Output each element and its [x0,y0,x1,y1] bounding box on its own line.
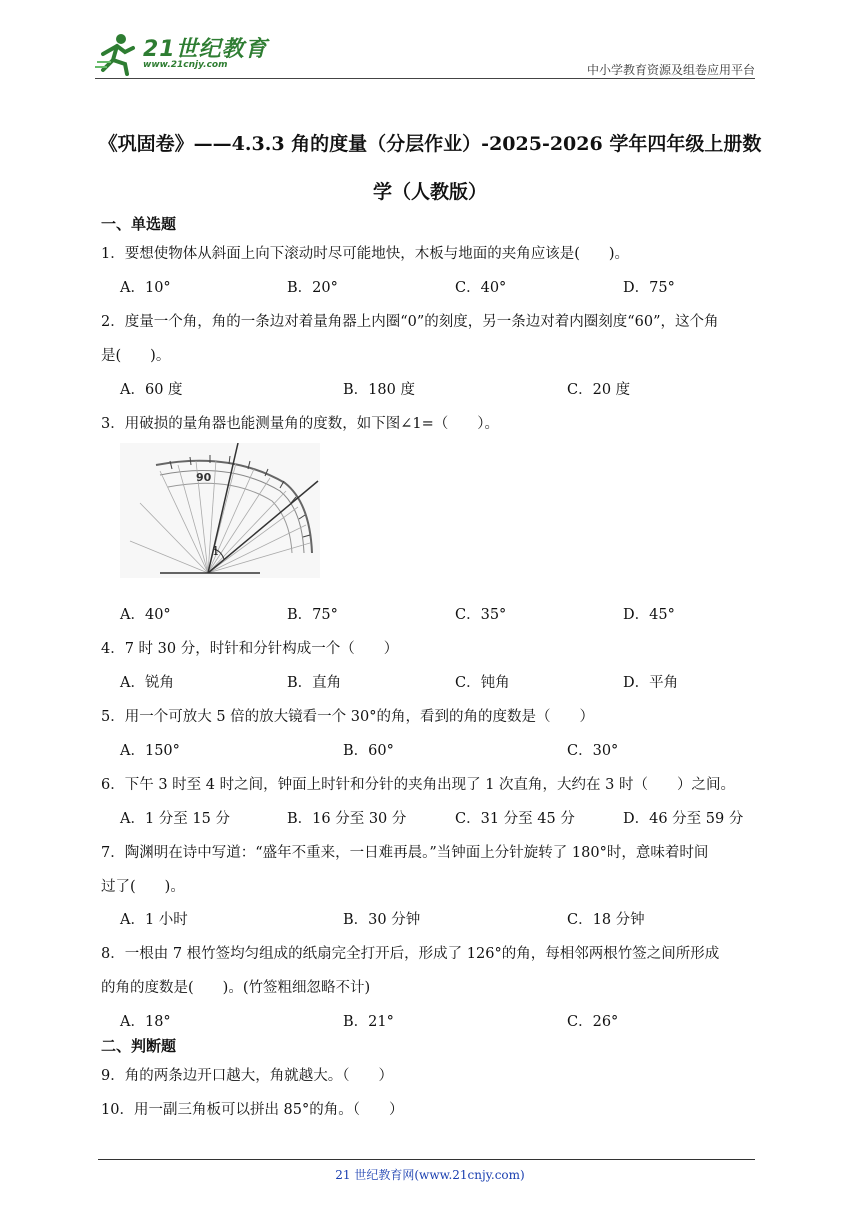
q8-option-c: C．26° [567,1014,619,1030]
q3-option-d: D．45° [623,607,675,623]
question-1: 1．要想使物体从斜面上向下滚动时尽可能地快，木板与地面的夹角应该是( )。 [101,246,630,262]
q3-option-a: A．40° [120,607,171,623]
q1-option-a: A．10° [120,280,171,296]
q3-option-c: C．35° [455,607,507,623]
q4-option-c: C．钝角 [455,675,510,691]
logo-url: www.21cnjy.com [143,60,228,70]
logo-text: 21世纪教育 [143,37,268,62]
question-6: 6．下午 3 时至 4 时之间，钟面上时针和分针的夹角出现了 1 次直角，大约在 3 时（ ）之间。 [101,777,735,793]
title-line-2: 学（人教版） [372,181,487,203]
q5-option-b: B．60° [343,743,394,759]
section-judgment: 二、判断题 [101,1037,177,1055]
q6-option-c: C．31 分至 45 分 [455,811,575,827]
q8-option-b: B．21° [343,1014,394,1030]
q7-option-a: A．1 小时 [120,912,188,928]
page-title [95,120,765,216]
footer-divider [98,1159,755,1160]
q1-option-d: D．75° [623,280,675,296]
q5-option-c: C．30° [567,743,619,759]
q2-option-a: A．60 度 [120,382,183,398]
q1-option-b: B．20° [287,280,338,296]
q6-option-a: A．1 分至 15 分 [120,811,230,827]
question-2-line-1: 2．度量一个角，角的一条边对着量角器上内圈“0”的刻度，另一条边对着内圈刻度“60”，这个角 [101,314,719,330]
q7-option-c: C．18 分钟 [567,912,645,928]
runner-logo-icon [95,30,141,76]
q3-option-b: B．75° [287,607,338,623]
q4-option-d: D．平角 [623,675,679,691]
q1-option-c: C．40° [455,280,507,296]
protractor-90-label: 90 [196,471,212,484]
broken-protractor-figure [120,443,320,578]
q6-option-d: D．46 分至 59 分 [623,811,744,827]
header-platform-text: 中小学教育资源及组卷应用平台 [586,63,755,77]
page-header [95,30,755,79]
question-3: 3．用破损的量角器也能测量角的度数，如下图∠1=（ ）。 [101,416,499,432]
q2-option-c: C．20 度 [567,382,631,398]
question-2-line-2: 是( )。 [101,348,171,364]
question-8-line-2: 的角的度数是( )。(竹签粗细忽略不计) [101,980,371,996]
site-logo[interactable] [95,30,295,76]
q5-option-a: A．150° [120,743,180,759]
question-7-line-1: 7．陶渊明在诗中写道：“盛年不重来，一日难再晨。”当钟面上分针旋转了 180°时，意味着时间 [101,845,709,861]
question-5: 5．用一个可放大 5 倍的放大镜看一个 30°的角，看到的角的度数是（ ） [101,709,594,725]
question-4: 4．7 时 30 分，时针和分针构成一个（ ） [101,641,399,657]
question-8-line-1: 8．一根由 7 根竹签均匀组成的纸扇完全打开后，形成了 126°的角，每相邻两根竹签之间所形成 [101,946,720,962]
question-10: 10．用一副三角板可以拼出 85°的角。（ ） [101,1102,404,1118]
q6-option-b: B．16 分至 30 分 [287,811,407,827]
section-single-choice: 一、单选题 [101,215,177,233]
title-line-1: 《巩固卷》——4.3.3 角的度量（分层作业）-2025-2026 学年四年级上册数 [98,133,762,155]
q4-option-a: A．锐角 [120,675,174,691]
q4-option-b: B．直角 [287,675,342,691]
question-9: 9．角的两条边开口越大，角就越大。（ ） [101,1068,393,1084]
q8-option-a: A．18° [120,1014,171,1030]
q2-option-b: B．180 度 [343,382,415,398]
angle-1-label: 1 [212,544,220,558]
footer-link[interactable]: 21 世纪教育网(www.21cnjy.com) [335,1168,525,1182]
question-7-line-2: 过了( )。 [101,879,185,895]
protractor-icon [120,443,320,578]
q7-option-b: B．30 分钟 [343,912,421,928]
